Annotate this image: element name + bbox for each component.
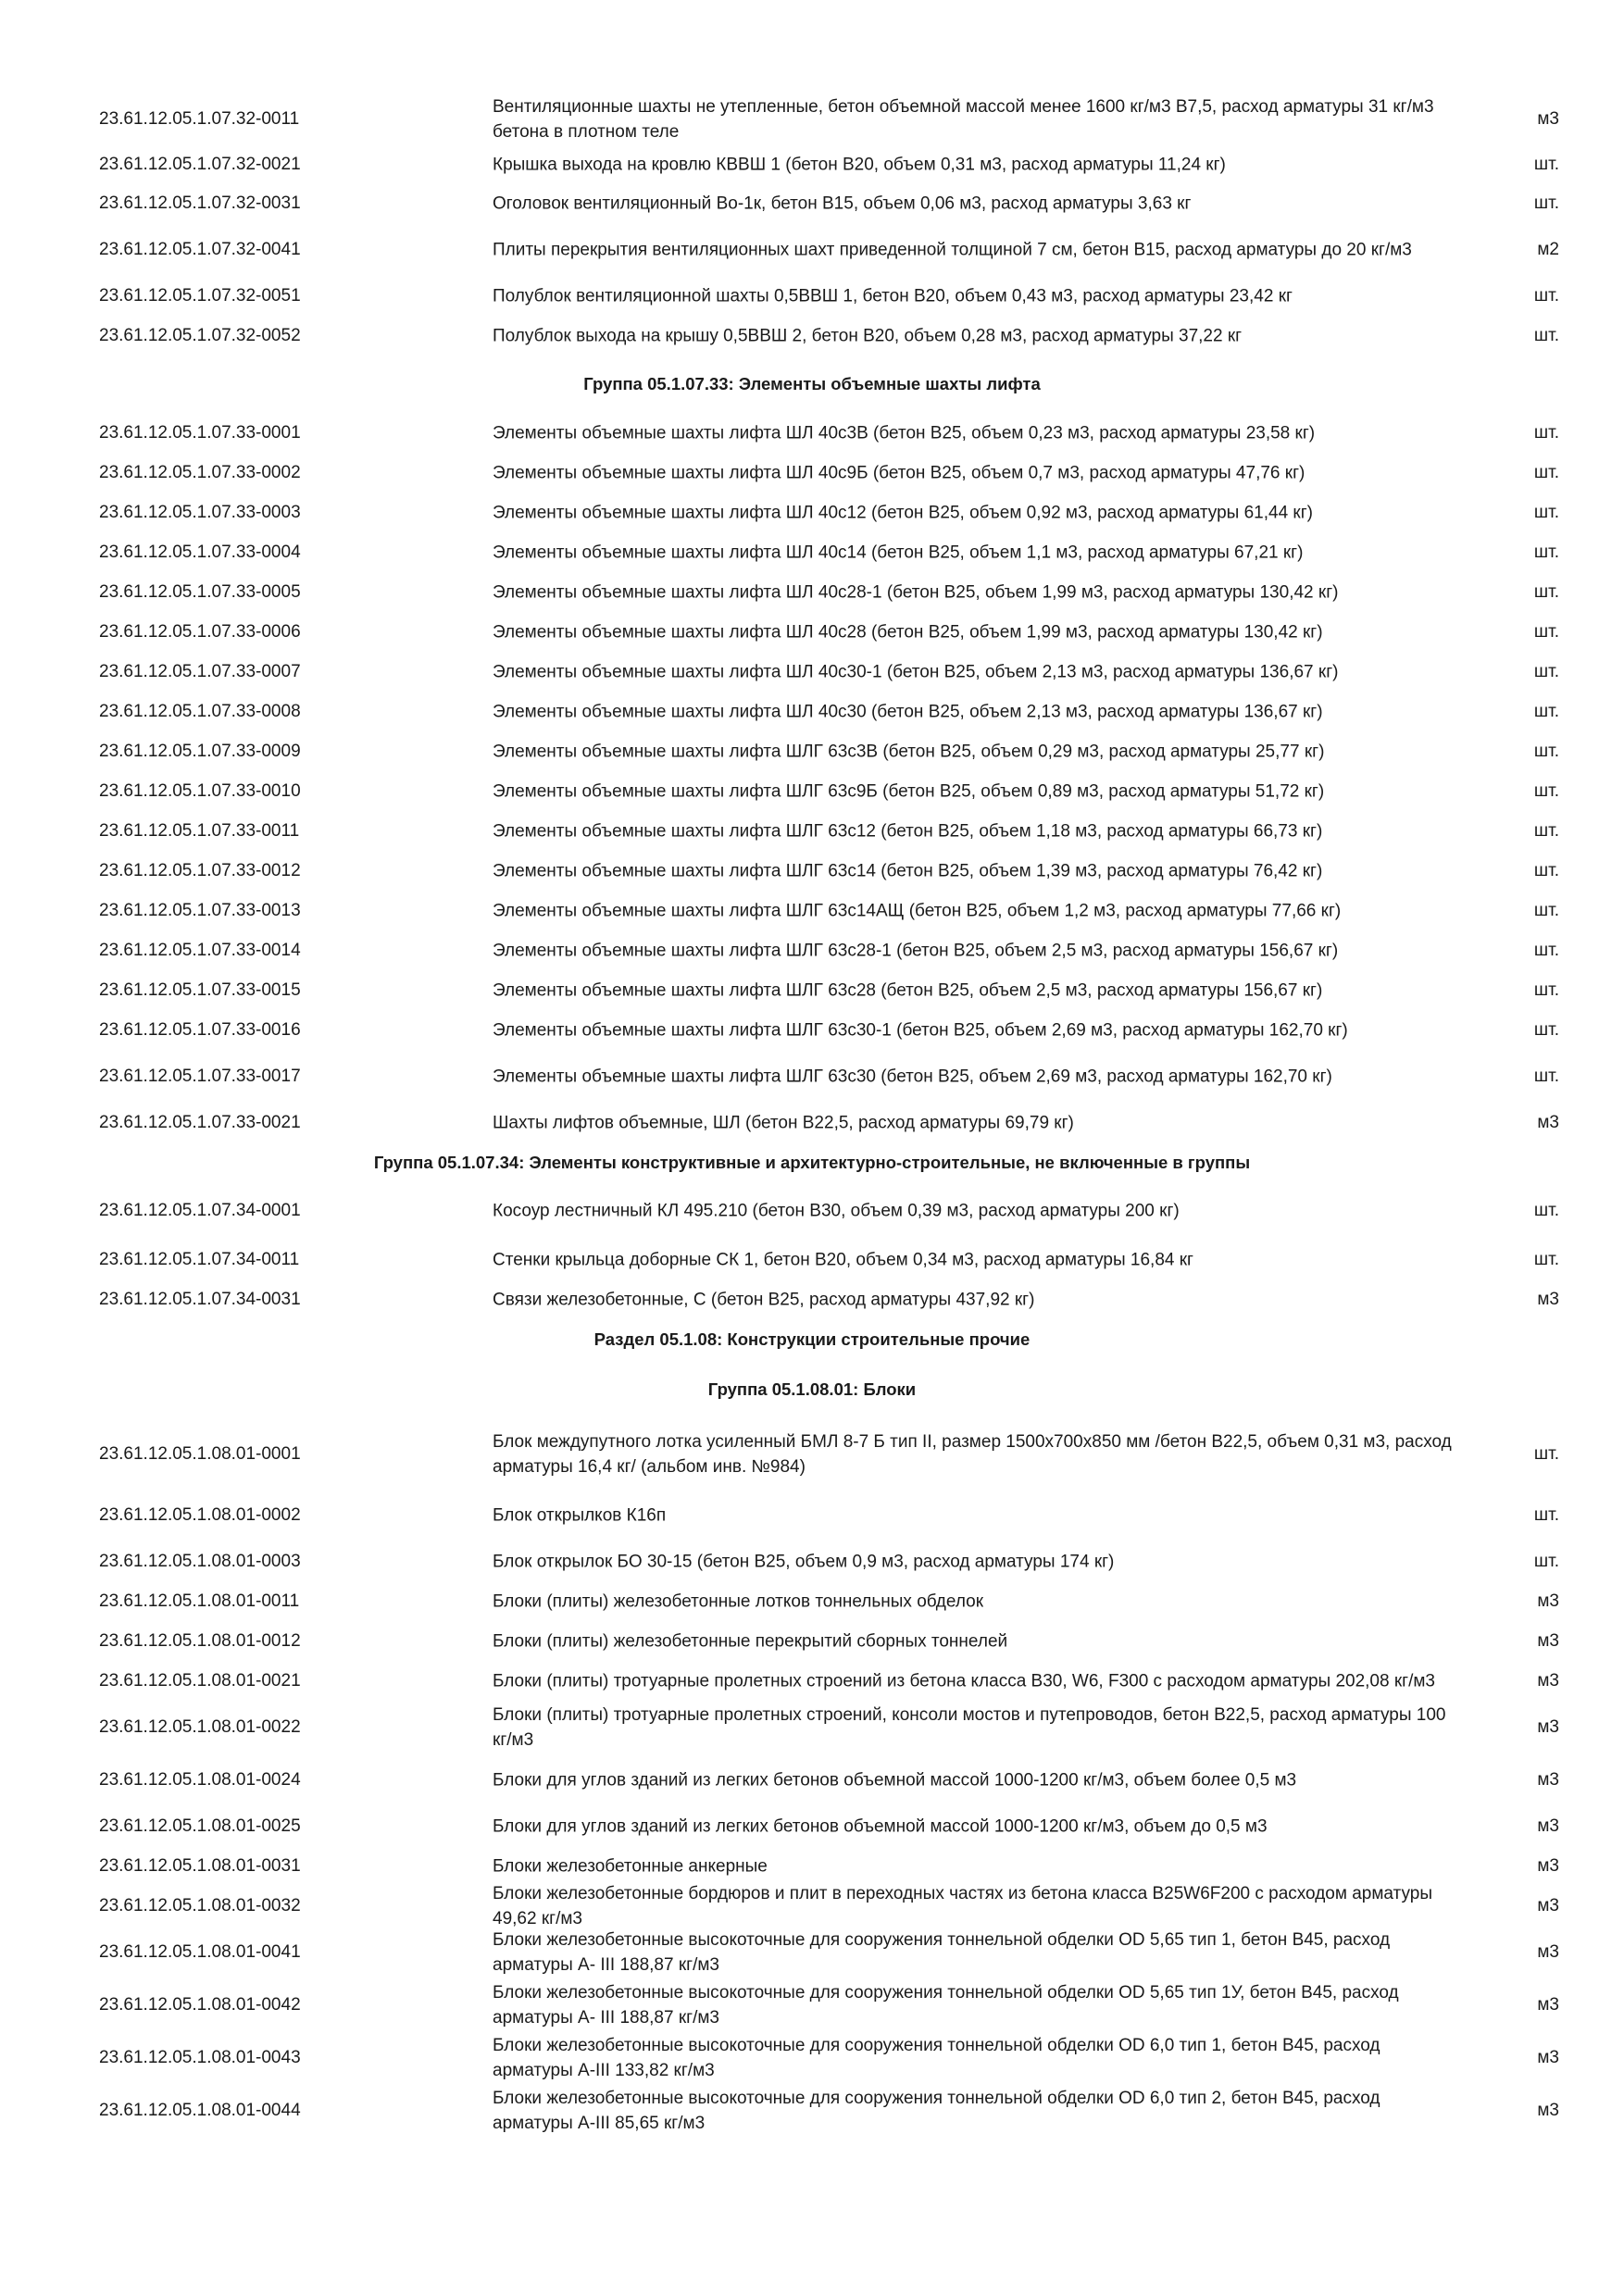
unit-of-measure: шт. [1533, 1066, 1559, 1086]
table-row [0, 223, 1624, 276]
table-row [0, 2031, 1624, 2084]
table-row [0, 652, 1624, 692]
group-heading [0, 1319, 1624, 1359]
resource-description: Элементы объемные шахты лифта ШЛ 40с28 (бетон В25, объем 1,99 м3, расход арматуры 130,42 кг) [493, 622, 1323, 642]
unit-of-measure: м3 [1537, 1716, 1559, 1737]
resource-code: 23.61.12.05.1.07.32-0052 [99, 325, 301, 345]
resource-code: 23.61.12.05.1.07.33-0016 [99, 1019, 301, 1040]
table-row [0, 93, 1624, 145]
table-row [0, 970, 1624, 1010]
table-row [0, 891, 1624, 930]
resource-code: 23.61.12.05.1.07.34-0001 [99, 1201, 301, 1220]
resource-description: Элементы объемные шахты лифта ШЛГ 63с28 (бетон В25, объем 2,5 м3, расход арматуры 156,67 кг) [493, 980, 1323, 1000]
resource-description: Блоки для углов зданий из легких бетонов объемной массой 1000-1200 кг/м3, объем до 0,5 м3 [493, 1816, 1268, 1836]
unit-of-measure: шт. [1533, 1201, 1559, 1220]
unit-of-measure: шт. [1533, 741, 1559, 761]
resource-description: Плиты перекрытия вентиляционных шахт приведенной толщиной 7 см, бетон В15, расход арматуры до 20 кг/м3 [493, 240, 1412, 259]
unit-of-measure: шт. [1533, 285, 1559, 306]
table-row [0, 2084, 1624, 2137]
group-heading [0, 1359, 1624, 1419]
price-list-table [0, 93, 1624, 2137]
resource-code: 23.61.12.05.1.08.01-0043 [99, 2047, 301, 2067]
unit-of-measure: м3 [1537, 108, 1559, 129]
resource-description: Элементы объемные шахты лифта ШЛГ 63с14 (бетон В25, объем 1,39 м3, расход арматуры 76,42 кг) [493, 861, 1323, 880]
table-row [0, 1010, 1624, 1050]
unit-of-measure: шт. [1533, 701, 1559, 721]
unit-of-measure: шт. [1533, 940, 1559, 960]
unit-of-measure: м3 [1537, 1855, 1559, 1876]
table-row [0, 1621, 1624, 1661]
table-row [0, 1978, 1624, 2031]
resource-description: Блоки (плиты) железобетонные перекрытий сборных тоннелей [493, 1631, 1008, 1651]
resource-description: Элементы объемные шахты лифта ШЛГ 63с3В (бетон В25, объем 0,29 м3, расход арматуры 25,77 кг) [493, 742, 1325, 761]
unit-of-measure: шт. [1533, 154, 1559, 174]
unit-of-measure: м3 [1537, 1112, 1559, 1132]
resource-description: Блоки железобетонные высокоточные для сооружения тоннельной обделки OD 5,65 тип 1У, бетон В45, расход арматуры А- III 188,87 кг/м3 [493, 1982, 1399, 2028]
resource-code: 23.61.12.05.1.07.32-0051 [99, 285, 301, 306]
unit-of-measure: шт. [1533, 780, 1559, 801]
table-row [0, 1701, 1624, 1753]
resource-description: Косоур лестничный КЛ 495.210 (бетон В30, объем 0,39 м3, расход арматуры 200 кг) [493, 1201, 1180, 1221]
table-row [0, 930, 1624, 970]
unit-of-measure: шт. [1533, 900, 1559, 920]
resource-code: 23.61.12.05.1.08.01-0003 [99, 1551, 301, 1571]
table-row [0, 1581, 1624, 1621]
resource-code: 23.61.12.05.1.07.34-0011 [99, 1249, 300, 1269]
resource-code: 23.61.12.05.1.07.33-0002 [99, 462, 301, 482]
table-row [0, 316, 1624, 356]
resource-description: Элементы объемные шахты лифта ШЛ 40с12 (бетон В25, объем 0,92 м3, расход арматуры 61,44 кг) [493, 503, 1313, 522]
table-row [0, 1926, 1624, 1978]
resource-description: Элементы объемные шахты лифта ШЛГ 63с12 (бетон В25, объем 1,18 м3, расход арматуры 66,73 кг) [493, 821, 1323, 841]
table-row [0, 1883, 1624, 1928]
resource-code: 23.61.12.05.1.07.33-0004 [99, 542, 301, 562]
unit-of-measure: м3 [1537, 2047, 1559, 2067]
resource-description: Элементы объемные шахты лифта ШЛ 40с3В (бетон В25, объем 0,23 м3, расход арматуры 23,58 кг) [493, 423, 1316, 443]
resource-code: 23.61.12.05.1.07.33-0009 [99, 741, 301, 761]
unit-of-measure: м2 [1537, 239, 1559, 259]
unit-of-measure: шт. [1533, 860, 1559, 880]
unit-of-measure: шт. [1533, 1019, 1559, 1040]
unit-of-measure: шт. [1533, 1551, 1559, 1571]
group-heading-text: Группа 05.1.08.01: Блоки [707, 1379, 917, 1399]
resource-code: 23.61.12.05.1.08.01-0024 [99, 1769, 301, 1790]
resource-description: Блоки железобетонные анкерные [493, 1856, 768, 1876]
table-row [0, 1419, 1624, 1489]
unit-of-measure: м3 [1537, 1670, 1559, 1691]
group-heading-text: Группа 05.1.07.34: Элементы конструктивные и архитектурно-строительные, не включенные в группы [373, 1152, 1251, 1172]
resource-code: 23.61.12.05.1.07.33-0007 [99, 661, 301, 681]
resource-description: Элементы объемные шахты лифта ШЛГ 63с9Б (бетон В25, объем 0,89 м3, расход арматуры 51,72 кг) [493, 781, 1325, 801]
resource-description: Элементы объемные шахты лифта ШЛГ 63с14АЩ (бетон В25, объем 1,2 м3, расход арматуры 77,66 кг) [493, 901, 1342, 920]
unit-of-measure: м3 [1537, 1591, 1559, 1611]
resource-code: 23.61.12.05.1.08.01-0044 [99, 2100, 301, 2120]
table-row [0, 183, 1624, 223]
resource-description: Крышка выхода на кровлю КВВШ 1 (бетон В20, объем 0,31 м3, расход арматуры 11,24 кг) [493, 155, 1226, 174]
table-row [0, 811, 1624, 851]
unit-of-measure: шт. [1533, 422, 1559, 443]
resource-code: 23.61.12.05.1.07.33-0011 [99, 820, 300, 841]
unit-of-measure: шт. [1533, 621, 1559, 642]
resource-description: Вентиляционные шахты не утепленные, бетон объемной массой менее 1600 кг/м3 В7,5, расход арматуры 31 кг/м3 бетона в плотном теле [493, 96, 1434, 142]
unit-of-measure: шт. [1533, 325, 1559, 345]
resource-description: Элементы объемные шахты лифта ШЛ 40с9Б (бетон В25, объем 0,7 м3, расход арматуры 47,76 кг) [493, 463, 1305, 482]
unit-of-measure: м3 [1537, 1816, 1559, 1836]
resource-description: Стенки крыльца доборные СК 1, бетон В20, объем 0,34 м3, расход арматуры 16,84 кг [493, 1250, 1193, 1269]
unit-of-measure: м3 [1537, 1769, 1559, 1790]
resource-code: 23.61.12.05.1.08.01-0012 [99, 1630, 301, 1651]
unit-of-measure: шт. [1533, 542, 1559, 562]
unit-of-measure: шт. [1533, 1249, 1559, 1269]
table-row [0, 276, 1624, 316]
unit-of-measure: м3 [1537, 1630, 1559, 1651]
resource-code: 23.61.12.05.1.08.01-0021 [99, 1670, 301, 1691]
resource-code: 23.61.12.05.1.07.32-0011 [99, 108, 300, 129]
table-row [0, 1541, 1624, 1581]
resource-code: 23.61.12.05.1.07.33-0005 [99, 581, 301, 602]
resource-description: Элементы объемные шахты лифта ШЛ 40с14 (бетон В25, объем 1,1 м3, расход арматуры 67,21 кг) [493, 543, 1304, 562]
table-row [0, 851, 1624, 891]
resource-code: 23.61.12.05.1.07.32-0041 [99, 239, 301, 259]
unit-of-measure: м3 [1537, 1941, 1559, 1962]
resource-description: Элементы объемные шахты лифта ШЛ 40с30 (бетон В25, объем 2,13 м3, расход арматуры 136,67 кг) [493, 702, 1323, 721]
resource-description: Блоки (плиты) железобетонные лотков тоннельных обделок [493, 1591, 984, 1611]
table-row [0, 1182, 1624, 1240]
table-row [0, 692, 1624, 731]
resource-code: 23.61.12.05.1.07.33-0001 [99, 422, 301, 443]
resource-code: 23.61.12.05.1.07.33-0014 [99, 940, 301, 960]
resource-code: 23.61.12.05.1.07.32-0021 [99, 154, 301, 174]
resource-description: Элементы объемные шахты лифта ШЛГ 63с30 (бетон В25, объем 2,69 м3, расход арматуры 162,70 кг) [493, 1067, 1332, 1086]
unit-of-measure: м3 [1537, 1895, 1559, 1915]
unit-of-measure: м3 [1537, 1994, 1559, 2015]
unit-of-measure: м3 [1537, 1289, 1559, 1309]
resource-code: 23.61.12.05.1.07.33-0013 [99, 900, 301, 920]
table-row [0, 1050, 1624, 1103]
resource-code: 23.61.12.05.1.08.01-0002 [99, 1504, 301, 1525]
resource-code: 23.61.12.05.1.07.33-0008 [99, 701, 301, 721]
resource-code: 23.61.12.05.1.07.33-0021 [99, 1112, 301, 1132]
resource-code: 23.61.12.05.1.07.33-0012 [99, 860, 301, 880]
group-heading [0, 356, 1624, 413]
table-row [0, 493, 1624, 532]
table-row [0, 1806, 1624, 1846]
resource-code: 23.61.12.05.1.08.01-0031 [99, 1855, 301, 1876]
resource-code: 23.61.12.05.1.07.33-0003 [99, 502, 301, 522]
table-row [0, 1661, 1624, 1701]
table-row [0, 453, 1624, 493]
resource-description: Оголовок вентиляционный Во-1к, бетон В15, объем 0,06 м3, расход арматуры 3,63 кг [493, 193, 1192, 213]
table-row [0, 532, 1624, 572]
resource-description: Блок открылков К16п [493, 1505, 667, 1525]
resource-code: 23.61.12.05.1.08.01-0011 [99, 1591, 300, 1611]
resource-code: 23.61.12.05.1.07.33-0015 [99, 980, 301, 1000]
resource-code: 23.61.12.05.1.07.34-0031 [99, 1289, 301, 1309]
unit-of-measure: шт. [1533, 980, 1559, 1000]
table-row [0, 1753, 1624, 1806]
table-row [0, 145, 1624, 183]
resource-description: Блоки (плиты) тротуарные пролетных строений, консоли мостов и путепроводов, бетон В22,5, расход арматуры 100 кг/м3 [493, 1704, 1446, 1750]
resource-description: Блок открылок БО 30-15 (бетон В25, объем 0,9 м3, расход арматуры 174 кг) [493, 1552, 1115, 1571]
table-row [0, 731, 1624, 771]
resource-code: 23.61.12.05.1.07.32-0031 [99, 193, 301, 213]
resource-description: Элементы объемные шахты лифта ШЛ 40с30-1 (бетон В25, объем 2,13 м3, расход арматуры 136,67 кг) [493, 662, 1339, 681]
resource-code: 23.61.12.05.1.08.01-0025 [99, 1816, 301, 1836]
resource-code: 23.61.12.05.1.08.01-0042 [99, 1994, 301, 2015]
unit-of-measure: м3 [1537, 2100, 1559, 2120]
unit-of-measure: шт. [1533, 661, 1559, 681]
unit-of-measure: шт. [1533, 820, 1559, 841]
resource-code: 23.61.12.05.1.07.33-0006 [99, 621, 301, 642]
unit-of-measure: шт. [1533, 502, 1559, 522]
resource-description: Связи железобетонные, С (бетон В25, расход арматуры 437,92 кг) [493, 1290, 1035, 1309]
resource-description: Элементы объемные шахты лифта ШЛ 40с28-1 (бетон В25, объем 1,99 м3, расход арматуры 130,42 кг) [493, 582, 1339, 602]
resource-code: 23.61.12.05.1.07.33-0010 [99, 780, 301, 801]
resource-description: Блоки для углов зданий из легких бетонов объемной массой 1000-1200 кг/м3, объем более 0,5 м3 [493, 1770, 1297, 1790]
resource-description: Блоки железобетонные высокоточные для сооружения тоннельной обделки OD 6,0 тип 2, бетон В45, расход арматуры А-III 85,65 кг/м3 [493, 2088, 1380, 2133]
unit-of-measure: шт. [1533, 581, 1559, 602]
resource-description: Элементы объемные шахты лифта ШЛГ 63с28-1 (бетон В25, объем 2,5 м3, расход арматуры 156,67 кг) [493, 941, 1339, 960]
resource-description: Блоки (плиты) тротуарные пролетных строений из бетона класса В30, W6, F300 с расходом арматуры 202,08 кг/м3 [493, 1671, 1435, 1691]
resource-description: Блоки железобетонные бордюров и плит в переходных частях из бетона класса В25W6F200 с расходом арматуры 49,62 кг/м3 [493, 1883, 1432, 1928]
resource-description: Блоки железобетонные высокоточные для сооружения тоннельной обделки OD 5,65 тип 1, бетон В45, расход арматуры А- III 188,87 кг/м3 [493, 1929, 1391, 1975]
table-row [0, 1240, 1624, 1279]
resource-description: Блок междупутного лотка усиленный БМЛ 8-7 Б тип II, размер 1500х700х850 мм /бетон В22,5, объем 0,31 м3, расход арматуры 16,4 кг/ (альбом инв. №984) [493, 1431, 1452, 1477]
resource-description: Шахты лифтов объемные, ШЛ (бетон В22,5, расход арматуры 69,79 кг) [493, 1113, 1074, 1132]
table-row [0, 612, 1624, 652]
group-heading-text: Группа 05.1.07.33: Элементы объемные шахты лифта [583, 374, 1041, 393]
group-heading-text: Раздел 05.1.08: Конструкции строительные прочие [593, 1329, 1031, 1349]
resource-description: Полублок вентиляционной шахты 0,5ВВШ 1, бетон В20, объем 0,43 м3, расход арматуры 23,42 кг [493, 286, 1293, 306]
resource-description: Полублок выхода на крышу 0,5ВВШ 2, бетон В20, объем 0,28 м3, расход арматуры 37,22 кг [493, 326, 1243, 345]
resource-code: 23.61.12.05.1.08.01-0032 [99, 1895, 301, 1915]
resource-code: 23.61.12.05.1.07.33-0017 [99, 1066, 301, 1086]
table-row [0, 1489, 1624, 1541]
resource-code: 23.61.12.05.1.08.01-0022 [99, 1716, 301, 1737]
table-row [0, 771, 1624, 811]
table-row [0, 1279, 1624, 1319]
table-row [0, 572, 1624, 612]
resource-description: Элементы объемные шахты лифта ШЛГ 63с30-1 (бетон В25, объем 2,69 м3, расход арматуры 162,70 кг) [493, 1020, 1348, 1040]
group-heading [0, 1142, 1624, 1182]
unit-of-measure: шт. [1533, 193, 1559, 213]
unit-of-measure: шт. [1533, 1443, 1559, 1464]
resource-code: 23.61.12.05.1.08.01-0041 [99, 1941, 301, 1962]
unit-of-measure: шт. [1533, 1504, 1559, 1525]
table-row [0, 1103, 1624, 1142]
table-row [0, 413, 1624, 453]
unit-of-measure: шт. [1533, 462, 1559, 482]
resource-code: 23.61.12.05.1.08.01-0001 [99, 1443, 301, 1464]
resource-description: Блоки железобетонные высокоточные для сооружения тоннельной обделки OD 6,0 тип 1, бетон В45, расход арматуры А-III 133,82 кг/м3 [493, 2035, 1380, 2080]
